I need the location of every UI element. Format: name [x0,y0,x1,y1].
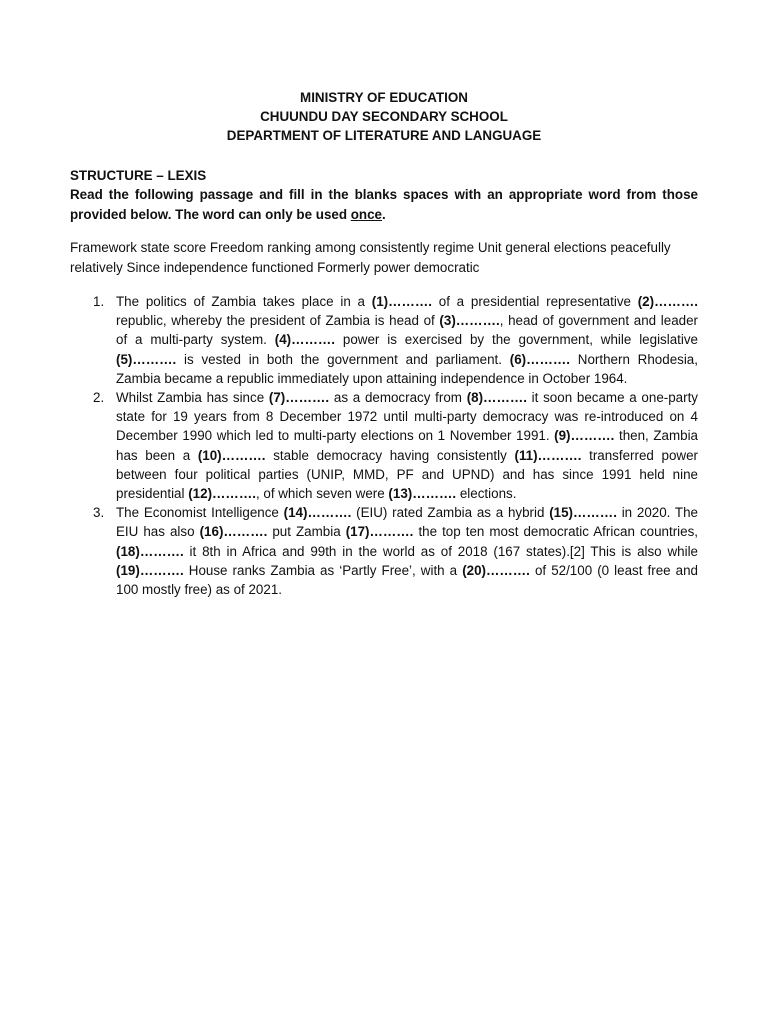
item-text [116,294,698,386]
passage-text: The politics of Zambia takes place in a [116,294,372,309]
item-number: 2. [93,390,105,406]
blank-marker: (17)………. [345,524,414,540]
passage-text: (EIU) rated Zambia as a hybrid [351,505,550,521]
blank-marker: (7)………. [268,390,330,406]
passage-text: of a presidential representative [438,294,638,309]
section-title: STRUCTURE – LEXIS [70,168,207,183]
item-number: 3. [93,505,105,521]
passage-text: Whilst Zambia has since [116,390,269,406]
blank-marker: (13)………. [388,486,457,502]
passage-text: is vested in both the government and parliament. [176,351,510,367]
list-item [70,388,698,503]
passage-text: of 52/100 (0 least free and 100 mostly free) as of 2021. [116,562,698,598]
blank-marker: (19)………. [116,562,184,578]
passage-list [70,292,698,599]
passage-text: stable democracy having consistently [265,447,515,463]
passage-text: put Zambia [267,524,346,540]
instructions [70,185,698,224]
blank-marker: (4)………. [274,332,336,348]
instructions-underlined-word: once [350,206,383,222]
passage-text: , of which seven were [255,486,389,502]
passage-text: elections. [456,486,517,502]
blank-marker: (14)………. [283,505,352,521]
blank-marker: (9)………. [554,428,615,444]
passage-text: Northern Rhodesia, Zambia became a republic immediately upon attaining independence in October 1964. [116,351,698,386]
ministry-heading: MINISTRY OF EDUCATION [300,90,468,105]
passage-text: , head of government and leader of a multi-party system. [116,313,698,348]
blank-marker: (6)………. [509,351,571,367]
list-item [70,292,698,388]
passage-text: then, Zambia has been a [116,428,698,463]
blank-marker: (2)………. [637,294,698,309]
passage-text: transferred power between four political parties (UNIP, MMD, PF and UPND) and has since 1991 held nine presidential [116,447,698,502]
passage-text: as a democracy from [329,390,467,406]
item-text [116,505,698,597]
blank-marker: (10)………. [197,447,266,463]
passage-text: House ranks Zambia as ‘Partly Free’, with a [183,562,463,578]
passage-text: republic, whereby the president of Zambia is head of [116,313,440,329]
instructions-text: Read the following passage and fill in the blanks spaces with an appropriate word from those provided below. The word can only be used [70,187,698,222]
instructions-end: . [382,206,386,222]
blank-marker: (16)………. [199,524,268,540]
passage-text: in 2020. The EIU has also [116,505,698,540]
blank-marker: (12)………. [188,486,256,502]
document-header [70,0,698,145]
blank-marker: (18)………. [116,543,184,559]
item-text [116,390,698,501]
passage-text: the top ten most democratic African countries, [413,524,698,540]
item-number: 1. [93,294,105,309]
blank-marker: (8)………. [466,390,527,406]
blank-marker: (20)………. [462,562,530,578]
blank-marker: (1)………. [371,294,439,309]
list-item [70,503,698,599]
blank-marker: (5)………. [116,351,177,367]
department-heading: DEPARTMENT OF LITERATURE AND LANGUAGE [226,128,542,143]
passage-text: it soon became a one-party state for 19 years from 8 December 1972 until multi-party democracy was re-introduced on 4 December 1990 which led to multi-party elections on 1 November 1991. [116,390,698,444]
passage-text: The Economist Intelligence [116,505,284,521]
passage-text: it 8th in Africa and 99th in the world as of 2018 (167 states).[2] This is also while [183,543,698,559]
blank-marker: (3)………. [439,313,500,329]
blank-marker: (15)………. [549,505,617,521]
blank-marker: (11)………. [514,447,582,463]
school-heading: CHUUNDU DAY SECONDARY SCHOOL [260,109,508,124]
word-bank: Framework state score Freedom ranking among consistently regime Unit general elections peacefully relatively Since independence functioned Formerly power democratic [70,240,671,275]
passage-text: power is exercised by the government, while legislative [335,332,698,348]
